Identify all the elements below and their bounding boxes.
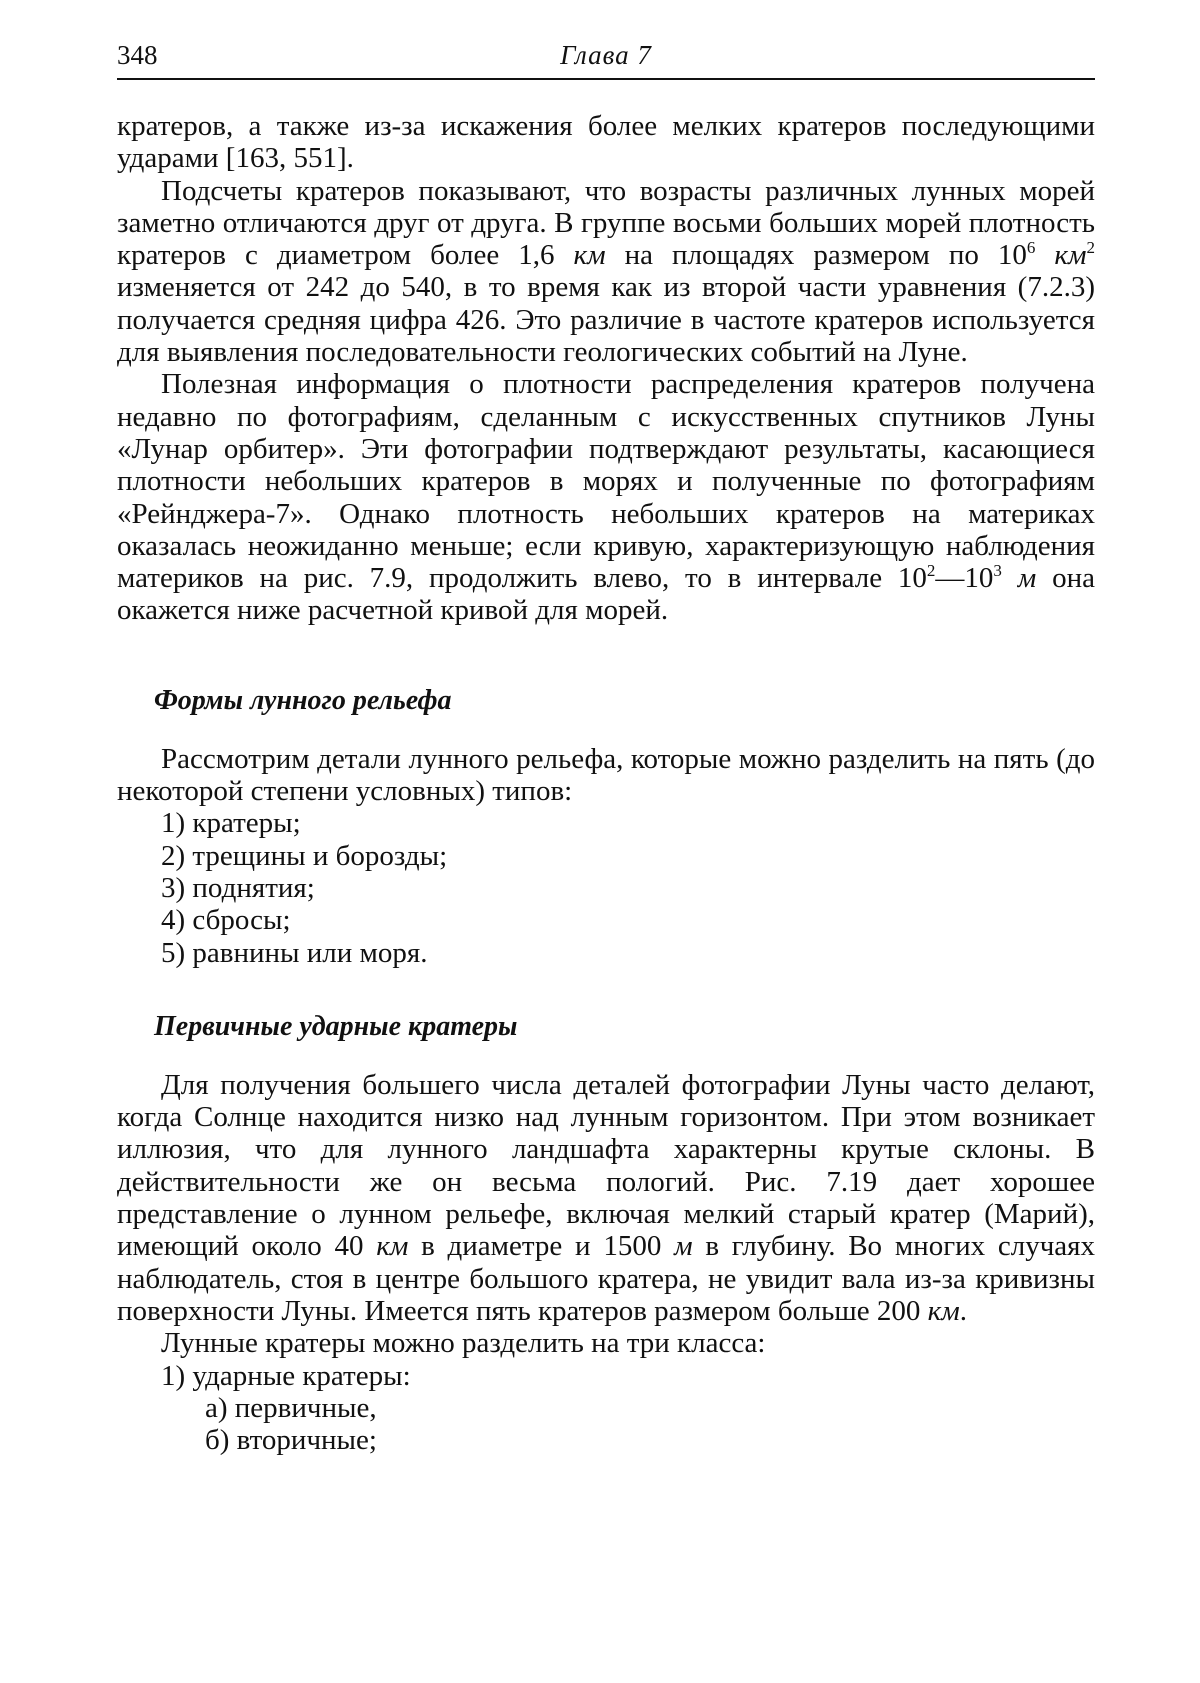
- page-number: 348: [117, 40, 158, 70]
- unit-m: м: [1017, 562, 1037, 595]
- paragraph-1: кратеров, а также из-за искажения более мелких кратеров последующими ударами [163, 551].: [117, 110, 1095, 175]
- crater-subclasses-list: [117, 1392, 1095, 1457]
- superscript: 6: [1026, 238, 1036, 258]
- text-run: [1002, 562, 1018, 594]
- section-2-paragraph-1: [117, 1069, 1095, 1327]
- superscript: 2: [1086, 238, 1095, 258]
- list-item: 3) поднятия;: [161, 871, 315, 904]
- text-run: .: [959, 1294, 967, 1327]
- text-run: на площадях размером по 10: [605, 239, 1027, 272]
- list-item: 5) равнины или моря.: [161, 936, 428, 969]
- text-run: Подсчеты кратеров показывают, что возрасты различных лунных морей заметно отличаются друг от друга. В группе восьми больших морей плотность кратеров с диаметром более 1,6: [117, 174, 1095, 272]
- list-item: а) первичные,: [205, 1391, 377, 1424]
- text-run: —10: [935, 562, 994, 595]
- paragraph-2: [117, 175, 1095, 369]
- book-page: [117, 38, 1095, 1456]
- text-run: в глубину. Во многих случаях наблюдатель, стоя в центре большого кратера, не увидит вала из-за кривизны поверхности Луны. Имеется пять кратеров размером больше 200: [117, 1230, 1095, 1327]
- unit-km: км: [573, 239, 606, 272]
- superscript: 2: [926, 561, 936, 581]
- relief-types-list: [117, 807, 1095, 968]
- list-item: 1) кратеры;: [161, 807, 301, 840]
- section-2-paragraph-2: Лунные кратеры можно разделить на три класса:: [161, 1327, 766, 1360]
- text-run: Полезная информация о плотности распределения кратеров получена недавно по фотографиям, сделанным с искусственных спутников Луны «Лунар орбитер». Эти фотографии подтверждают результаты, касающиеся плотности небольших кратеров в морях и полученные по фотографиям «Рейнджера-7». Однако плотность небольших кратеров на материках оказалась неожиданно меньше; если кривую, характеризующую наблюдения материков на рис. 7.9, продолжить влево, то в интервале 10: [117, 368, 1095, 595]
- superscript: 3: [993, 561, 1002, 581]
- section-1-intro: Рассмотрим детали лунного рельефа, которые можно разделить на пять (до некоторой степени условных) типов:: [117, 742, 1095, 808]
- running-head: Глава 7: [560, 40, 652, 70]
- unit-km: км: [927, 1294, 960, 1327]
- text-run: изменяется от 242 до 540, в то время как из второй части уравнения (7.2.3) получается средняя цифра 426. Это различие в частоте кратеров используется для выявления последовательности геологических событий на Луне.: [117, 271, 1095, 369]
- text-run: она окажется ниже расчетной кривой для морей.: [117, 562, 1095, 627]
- section-title-primary-craters: Первичные ударные кратеры: [154, 1010, 518, 1042]
- list-item: б) вторичные;: [205, 1424, 377, 1457]
- paragraph-3: [117, 368, 1095, 626]
- unit-m: м: [674, 1230, 693, 1263]
- text-run: [1035, 239, 1054, 271]
- section-title-lunar-relief: Формы лунного рельефа: [154, 684, 452, 716]
- unit-km: км: [1054, 239, 1087, 272]
- crater-classes-list: [117, 1360, 1095, 1392]
- unit-km: км: [376, 1230, 409, 1263]
- body-text: [117, 110, 1095, 1456]
- list-item: 4) сбросы;: [161, 904, 291, 937]
- text-run: в диаметре и 1500: [408, 1230, 675, 1263]
- text-run: Для получения большего числа деталей фотографии Луны часто делают, когда Солнце находится низко над лунным горизонтом. При этом возникает иллюзия, что для лунного ландшафта характерны крутые склоны. В действительности же он весьма пологий. Рис. 7.19 дает хорошее представление о лунном рельефе, включая мелкий старый кратер (Марий), имеющий около 40: [117, 1068, 1095, 1263]
- list-item: 1) ударные кратеры:: [161, 1359, 411, 1392]
- page-header: [117, 38, 1095, 80]
- list-item: 2) трещины и борозды;: [161, 839, 448, 872]
